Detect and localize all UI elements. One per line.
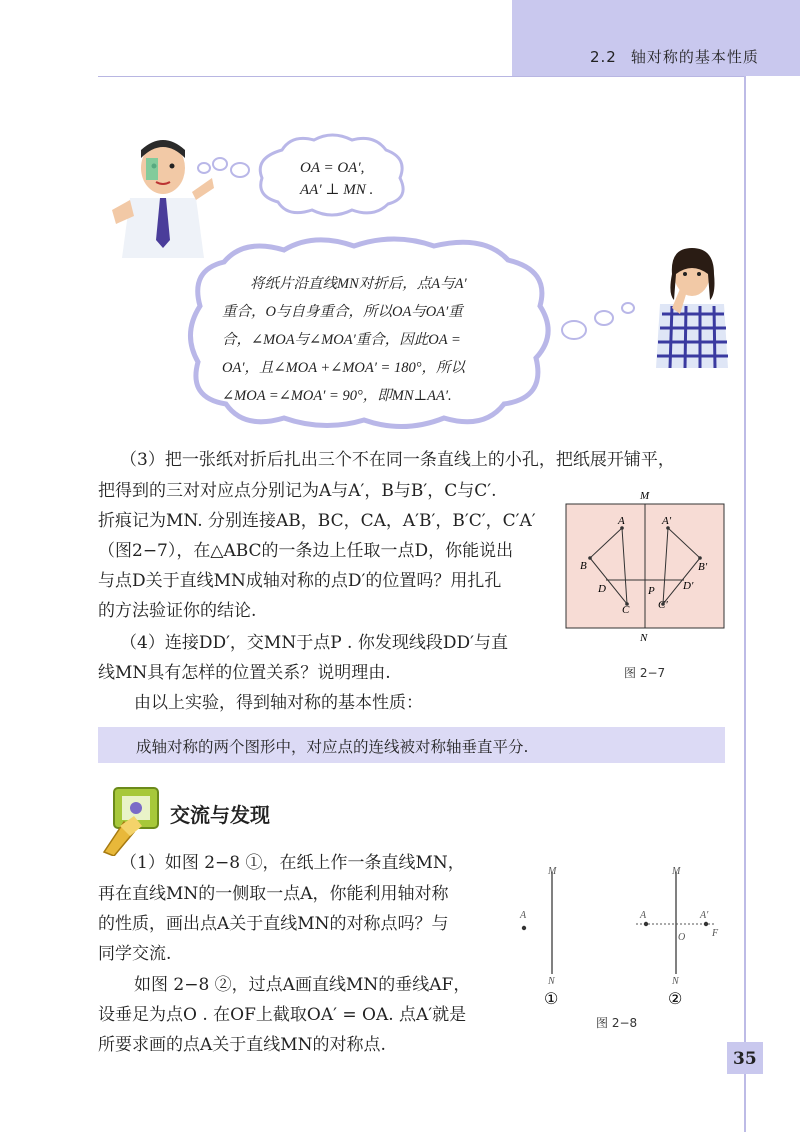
label-c: C	[622, 604, 630, 616]
label-o: O	[678, 932, 686, 943]
thought-large-line: ∠MOA =∠MOA′ = 90°，即MN⊥AA′.	[222, 388, 452, 404]
paragraph-line: （图2−7），在△ABC的一条边上任取一点D，你能说出	[98, 541, 514, 561]
label-c-prime: C′	[658, 599, 668, 611]
margin-rule	[744, 76, 746, 1132]
label-n: N	[640, 632, 648, 644]
paragraph-line: 同学交流.	[98, 944, 172, 964]
label-n-1: N	[548, 976, 555, 987]
paragraph-line: 所要求画的点A关于直线MN的对称点.	[98, 1035, 386, 1055]
paragraph-line: 如图 2−8 ②，过点A画直线MN的垂线AF，	[134, 975, 471, 995]
paragraph-line: 的性质，画出点A关于直线MN的对称点吗？与	[98, 914, 449, 934]
paragraph-line: 线MN具有怎样的位置关系？说明理由.	[98, 663, 391, 683]
label-m-1: M	[548, 866, 557, 877]
label-n-2: N	[672, 976, 679, 987]
paragraph-line: 把得到的三对对应点分别记为A与A′，B与B′，C与C′.	[98, 481, 497, 501]
label-a-2: A	[640, 910, 647, 921]
thought-small-line: AA′ ⊥ MN .	[300, 182, 374, 198]
paragraph-line: 的方法验证你的结论.	[98, 601, 257, 621]
label-b-prime: B′	[698, 561, 708, 573]
thought-large-line: OA′，且∠MOA +∠MOA′ = 180°，所以	[222, 360, 466, 376]
girl-illustration	[652, 244, 732, 368]
label-p: P	[648, 585, 655, 597]
sub-figure-1-label: ①	[544, 991, 559, 1008]
figure-2-8	[510, 862, 730, 1012]
thought-dots-large	[560, 290, 650, 350]
thought-large-line: 合，∠MOA与∠MOA′重合，因此OA =	[222, 332, 461, 348]
point-a-2	[644, 922, 648, 926]
label-f: F	[712, 928, 719, 939]
thought-dots-small	[196, 150, 256, 190]
label-d-prime: D′	[683, 580, 694, 592]
sub-figure-2-label: ②	[668, 991, 683, 1008]
section-title-header: 轴对称的基本性质	[630, 48, 759, 66]
paragraph-line: （1）如图 2−8 ①，在纸上作一条直线MN，	[120, 853, 465, 873]
header-rule	[98, 76, 745, 77]
paragraph-line: 再在直线MN的一侧取一点A，你能利用轴对称	[98, 884, 449, 904]
figure-2-7-caption: 图 2−7	[624, 666, 666, 680]
thought-small-text	[300, 157, 373, 201]
paragraph-line: （4）连接DD′，交MN于点P . 你发现线段DD′与直	[120, 633, 508, 653]
thought-large-line: 将纸片沿直线MN对折后，点A与A′	[250, 276, 467, 292]
paragraph-line: 与点D关于直线MN成轴对称的点D′的位置吗？用扎孔	[98, 571, 502, 591]
exchange-discover-icon	[100, 786, 164, 856]
paragraph-line: （3）把一张纸对折后扎出三个不在同一条直线上的小孔，把纸展开铺平，	[120, 450, 675, 470]
label-d: D	[598, 583, 606, 595]
thought-large-line: 重合，O与自身重合，所以OA与OA′重	[222, 304, 463, 320]
figure-2-8-caption: 图 2−8	[596, 1016, 638, 1030]
thought-large-text	[222, 270, 467, 410]
paragraph-line: 折痕记为MN. 分别连接AB，BC，CA，A′B′，B′C′，C′A′	[98, 511, 536, 531]
label-a-prime: A′	[662, 515, 672, 527]
label-b: B	[580, 560, 587, 572]
paragraph-line: 设垂足为点O . 在OF上截取OA′ = OA. 点A′就是	[98, 1005, 467, 1025]
label-m-2: M	[672, 866, 681, 877]
label-a-1: A	[520, 910, 527, 921]
property-statement: 成轴对称的两个图形中，对应点的连线被对称轴垂直平分.	[136, 738, 529, 756]
label-a-prime-2: A′	[700, 910, 709, 921]
page-number: 35	[733, 1049, 757, 1069]
point-a-1	[522, 926, 526, 930]
point-a-prime-2	[704, 922, 708, 926]
label-m: M	[640, 490, 650, 502]
figure-2-7	[560, 486, 730, 646]
paragraph-line: 由以上实验，得到轴对称的基本性质：	[134, 693, 423, 713]
running-header	[590, 46, 773, 67]
label-a: A	[618, 515, 625, 527]
section-heading: 交流与发现	[170, 803, 270, 827]
thought-small-line: OA = OA′,	[300, 160, 365, 176]
section-number: 2.2	[590, 48, 617, 66]
